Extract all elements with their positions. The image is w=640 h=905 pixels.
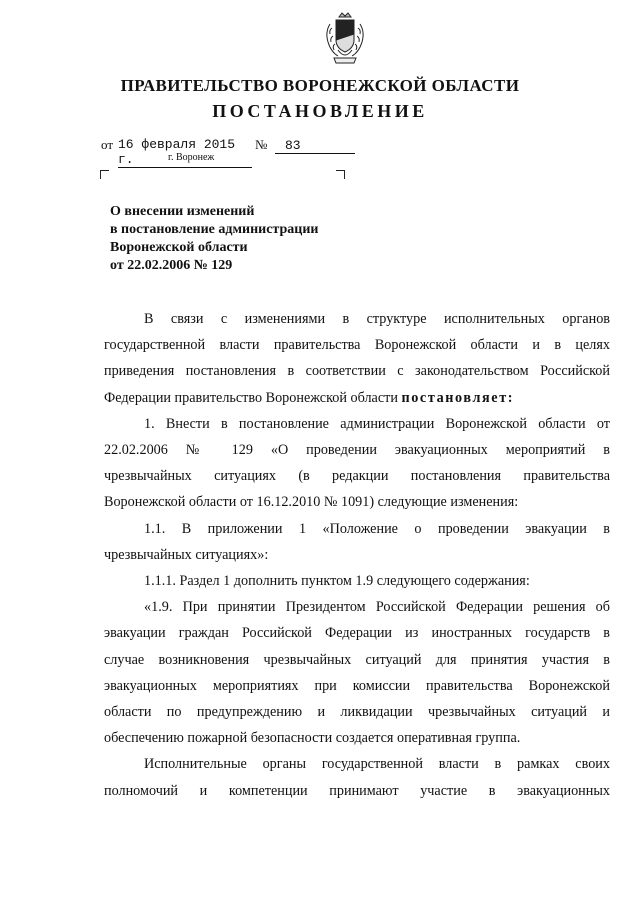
corner-mark-right xyxy=(336,170,345,179)
city-label: г. Воронеж xyxy=(168,152,215,163)
body-line: эвакуационных мероприятиях при комиссии правительства Воронежской xyxy=(104,677,610,694)
body-line: приведения постановления в соответствии с законодательством Российской xyxy=(104,363,610,380)
document-number xyxy=(275,137,355,155)
number-value: 83 xyxy=(275,138,355,154)
body-text: Федерации правительство Воронежской области xyxy=(104,389,398,406)
subject-line: О внесении изменений xyxy=(110,204,255,219)
body-line: 1. Внести в постановление администрации Воронежской области от xyxy=(144,415,610,432)
body-line: государственной власти правительства Воронежской области и в целях xyxy=(104,337,610,354)
date-prefix: от xyxy=(101,137,114,152)
body-line: чрезвычайных ситуациях»: xyxy=(104,546,269,563)
body-line: Воронежской области от 16.12.2010 № 1091) следующие изменения: xyxy=(104,494,519,511)
government-title: ПРАВИТЕЛЬСТВО ВОРОНЕЖСКОЙ ОБЛАСТИ xyxy=(120,76,520,95)
body-line: «1.9. При принятии Президентом Российской Федерации решения об xyxy=(144,599,610,616)
body-line: чрезвычайных ситуациях (в редакции постановления правительства xyxy=(104,468,610,485)
corner-mark-left xyxy=(100,170,109,179)
document-subject xyxy=(110,203,318,275)
number-prefix: № xyxy=(255,137,268,152)
body-line xyxy=(104,385,610,411)
body-line: 1.1.1. Раздел 1 дополнить пунктом 1.9 следующего содержания: xyxy=(144,573,530,590)
document-body xyxy=(104,306,610,804)
subject-line: в постановление администрации xyxy=(110,222,319,237)
subject-line: от 22.02.2006 № 129 xyxy=(110,258,233,273)
body-line: 22.02.2006 № 129 «О проведении эвакуационных мероприятий в xyxy=(104,442,610,459)
body-line: В связи с изменениями в структуре исполнительных органов xyxy=(144,311,610,327)
subject-line: Воронежской области xyxy=(110,240,248,255)
body-line: случае возникновения чрезвычайных ситуаций для принятия участия в xyxy=(104,651,610,668)
body-line: Исполнительные органы государственной власти в рамках своих xyxy=(144,756,610,773)
document-type-title: ПОСТАНОВЛЕНИЕ xyxy=(212,101,428,121)
body-line: эвакуации граждан Российской Федерации из иностранных государств в xyxy=(104,625,610,642)
body-line: области по предупреждению и ликвидации чрезвычайных ситуаций и xyxy=(104,704,610,721)
date-value: 16 февраля 2015 г. xyxy=(118,137,252,168)
body-line: 1.1. В приложении 1 «Положение о проведении эвакуации в xyxy=(144,520,610,537)
resolves-emphasis: постановляет: xyxy=(401,389,515,406)
body-line: полномочий и компетенции принимают участие в эвакуационных xyxy=(104,782,610,799)
body-line: обеспечению пожарной безопасности создается оперативная группа. xyxy=(104,730,521,747)
coat-of-arms-icon xyxy=(322,10,368,66)
